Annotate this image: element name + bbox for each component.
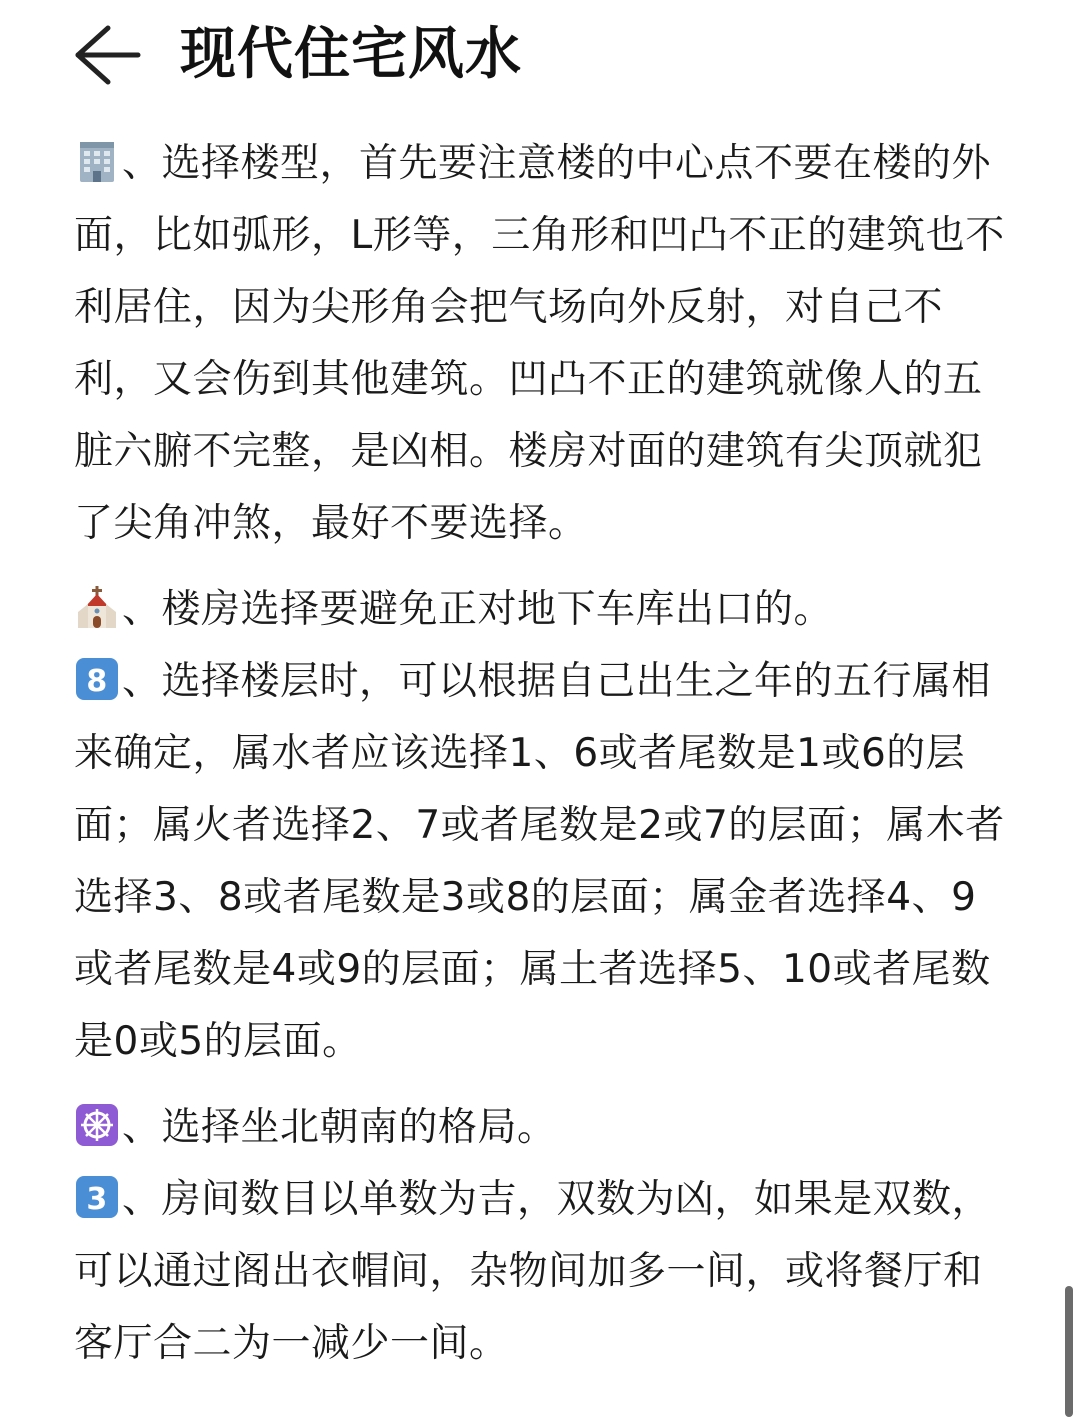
wheel-of-dharma-icon: [74, 1102, 120, 1148]
article-body: [74, 128, 1009, 1394]
svg-text:8: 8: [86, 664, 108, 699]
paragraph-garage: [74, 574, 1009, 646]
paragraph-room-count: [74, 1164, 1009, 1380]
paragraph-floor-selection: [74, 646, 1009, 1078]
keycap-8-icon: [74, 656, 120, 702]
paragraph-text: 、房间数目以单数为吉，双数为凶，如果是双数，可以通过阁出衣帽间，杂物间加多一间，或将餐厅和客厅合二为一减少一间。: [74, 1177, 992, 1366]
arrow-left-icon: [70, 22, 142, 88]
back-button[interactable]: [70, 22, 142, 88]
paragraph-text: 、选择楼型，首先要注意楼的中心点不要在楼的外面，比如弧形，L形等，三角形和凹凸不正的建筑也不利居住，因为尖形角会把气场向外反射，对自己不利，又会伤到其他建筑。凹凸不正的建筑就像人的五脏六腑不完整，是凶相。楼房对面的建筑有尖顶就犯了尖角冲煞，最好不要选择。: [74, 141, 1005, 546]
page-title: 现代住宅风水: [180, 22, 522, 87]
office-building-icon: [74, 138, 120, 184]
paragraph-building-type: [74, 128, 1009, 560]
paragraph-text: 、选择楼层时，可以根据自己出生之年的五行属相来确定，属水者应该选择1、6或者尾数是1或6的层面；属火者选择2、7或者尾数是2或7的层面；属木者选择3、8或者尾数是3或8的层面；属金者选择4、9或者尾数是4或9的层面；属土者选择5、10或者尾数是0或5的层面。: [74, 659, 1005, 1064]
paragraph-orientation: [74, 1092, 1009, 1164]
app-header: [0, 0, 1079, 110]
paragraph-text: 、楼房选择要避免正对地下车库出口的。: [122, 587, 834, 632]
keycap-3-icon: [74, 1174, 120, 1220]
church-icon: [74, 584, 120, 630]
scrollbar-thumb[interactable]: [1065, 1286, 1073, 1417]
svg-text:3: 3: [86, 1182, 108, 1217]
paragraph-text: 、选择坐北朝南的格局。: [122, 1105, 557, 1150]
